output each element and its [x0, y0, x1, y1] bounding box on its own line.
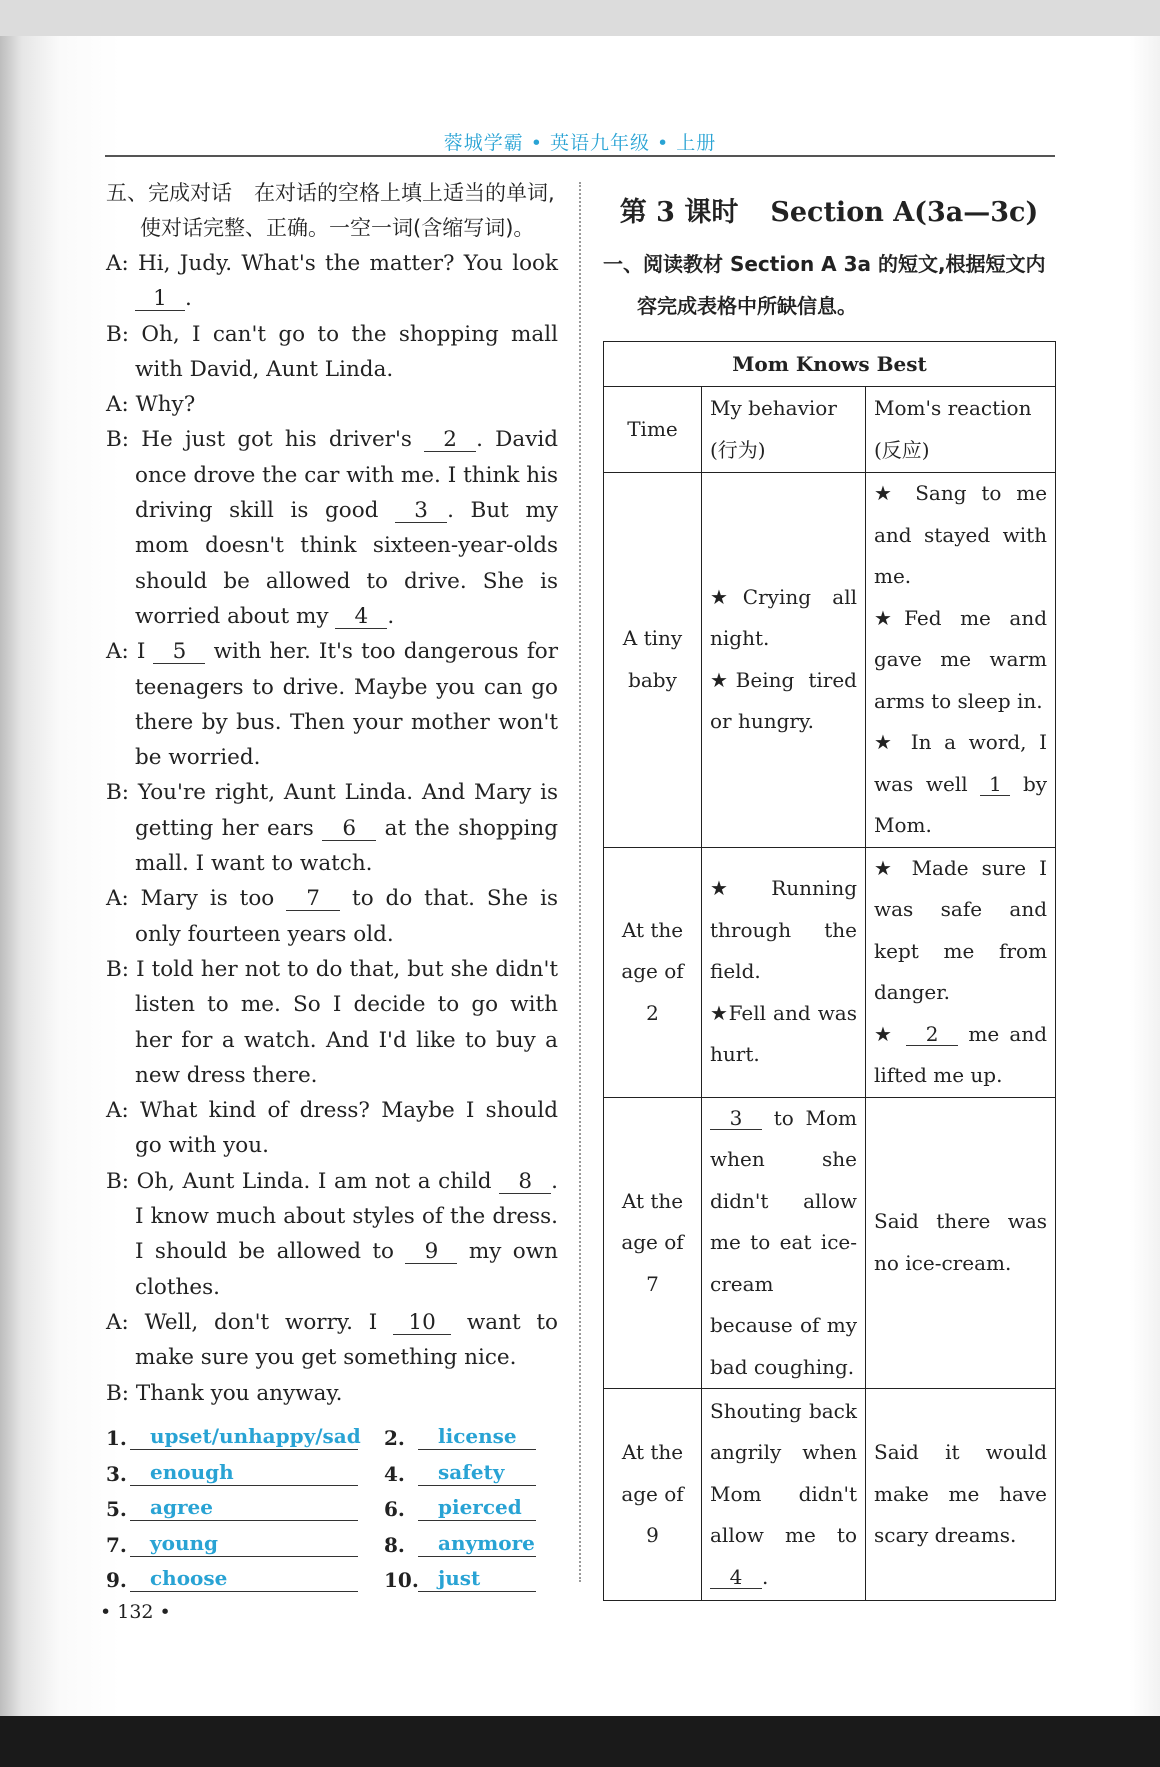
header-rule — [105, 155, 1055, 157]
dialogue-line-12: B: Thank you anyway. — [106, 1380, 343, 1406]
table-blank-1[interactable]: 1 — [980, 773, 1010, 796]
table-row — [604, 1389, 1056, 1601]
blank-1[interactable]: 1 — [135, 288, 185, 311]
reaction-cell: Said it would make me have scary dreams. — [866, 1389, 1056, 1601]
table-caption: Mom Knows Best — [604, 342, 1056, 387]
answer-value: anymore — [418, 1530, 536, 1557]
star-icon: ★ — [874, 855, 899, 880]
answer-value: just — [418, 1565, 536, 1592]
dialogue-line-3: A: Why? — [106, 392, 196, 418]
dialogue-line-10: B: Oh, Aunt Linda. I am not a child 8 . I know much about styles of the dress. I should be allowed to 9 my own clothes. — [106, 1168, 559, 1300]
answer-row: 9. choose 10. just — [106, 1557, 558, 1593]
time-cell: At the age of 2 — [604, 847, 702, 1097]
answer-value: upset/unhappy/sad — [130, 1423, 358, 1450]
time-cell: At the age of 9 — [604, 1389, 702, 1601]
col-header-behavior: My behavior (行为) — [702, 387, 866, 473]
behavior-cell: ★Crying all night. ★Being tired or hungry. — [702, 473, 866, 848]
answer-row: 5. agree 6. pierced — [106, 1486, 558, 1522]
reaction-cell: ★ Made sure I was safe and kept me from danger. ★ 2 me and lifted me up. — [866, 847, 1056, 1097]
star-icon: ★ — [874, 605, 905, 630]
dialogue-line-7: A: Mary is too 7 to do that. She is only fourteen years old. — [106, 886, 558, 947]
star-icon: ★ — [710, 584, 743, 609]
answer-row: 1. upset/unhappy/sad 2. license — [106, 1415, 558, 1451]
star-icon: ★ — [874, 730, 899, 754]
blank-2[interactable]: 2 — [424, 429, 476, 452]
star-icon: ★ — [874, 1021, 896, 1046]
answer-value: agree — [130, 1494, 358, 1521]
dialogue-line-1: A: Hi, Judy. What's the matter? You look 1 . — [106, 251, 558, 312]
blank-10[interactable]: 10 — [393, 1312, 451, 1335]
left-column — [106, 176, 558, 1592]
answer-value: enough — [130, 1459, 358, 1486]
dialogue-line-4: B: He just got his driver's 2 . David once drove the car with me. I think his driving skill is good 3 . But my mom doesn't think sixteen-year-olds should be allowed to drive. She is worried about my 4 . — [106, 427, 558, 629]
dialogue-line-5: A: I 5 with her. It's too dangerous for teenagers to drive. Maybe you can go there by bus. Then your mother won't be worried. — [106, 639, 558, 771]
mom-knows-best-table — [603, 341, 1056, 1601]
dialogue-line-8: B: I told her not to do that, but she didn't listen to me. So I decide to go with her for a watch. And I'd like to buy a new dress there. — [106, 956, 558, 1088]
answer-value: license — [418, 1423, 536, 1450]
star-icon: ★ — [710, 1000, 729, 1025]
section5-instruction: 五、完成对话 在对话的空格上填上适当的单词,使对话完整、正确。一空一词(含缩写词)。 — [106, 181, 555, 240]
behavior-cell: 3 to Mom when she didn't allow me to eat ice-cream because of my bad coughing. — [702, 1097, 866, 1389]
behavior-cell: Shouting back angrily when Mom didn't allow me to 4 . — [702, 1389, 866, 1601]
running-header: 蓉城学霸 • 英语九年级 • 上册 — [443, 132, 717, 154]
behavior-cell: ★Running through the field. ★Fell and was hurt. — [702, 847, 866, 1097]
dialogue-line-11: A: Well, don't worry. I 10 want to make sure you get something nice. — [106, 1309, 558, 1371]
answer-value: choose — [130, 1565, 358, 1592]
answer-value: young — [130, 1530, 358, 1557]
answer-row: 3. enough 4. safety — [106, 1450, 558, 1486]
table-blank-3[interactable]: 3 — [710, 1107, 762, 1130]
dialogue-line-6: B: You're right, Aunt Linda. And Mary is getting her ears 6 at the shopping mall. I want to watch. — [106, 780, 558, 877]
right-column — [603, 190, 1055, 1601]
table-row — [604, 847, 1056, 1097]
blank-4[interactable]: 4 — [335, 606, 387, 629]
task-instruction: 一、阅读教材 Section A 3a 的短文,根据短文内容完成表格中所缺信息。 — [603, 252, 1046, 318]
blank-3[interactable]: 3 — [395, 500, 447, 523]
blank-5[interactable]: 5 — [153, 641, 205, 664]
col-header-reaction: Mom's reaction (反应) — [866, 387, 1056, 473]
top-frame — [0, 0, 1160, 36]
blank-8[interactable]: 8 — [499, 1171, 551, 1194]
reaction-cell: Said there was no ice-cream. — [866, 1097, 1056, 1389]
answer-value: pierced — [418, 1494, 536, 1521]
table-blank-2[interactable]: 2 — [906, 1023, 958, 1046]
col-header-time: Time — [604, 387, 702, 473]
blank-6[interactable]: 6 — [322, 818, 376, 841]
column-divider — [579, 182, 581, 1582]
time-cell: At the age of 7 — [604, 1097, 702, 1389]
page-number: • 132 • — [100, 1601, 171, 1623]
star-icon: ★ — [874, 481, 901, 505]
star-icon: ★ — [710, 667, 736, 692]
table-row — [604, 1097, 1056, 1389]
table-row — [604, 473, 1056, 848]
answer-row: 7. young 8. anymore — [106, 1530, 535, 1557]
star-icon: ★ — [710, 876, 772, 901]
answer-key — [106, 1415, 558, 1593]
answer-value: safety — [418, 1459, 536, 1486]
dialogue-line-9: A: What kind of dress? Maybe I should go with you. — [106, 1098, 558, 1159]
lesson-title: 第 3 课时 Section A(3a—3c) — [619, 197, 1039, 228]
reaction-cell: ★ Sang to me and stayed with me. ★Fed me and gave me warm arms to sleep in. ★ In a word, I was well 1 by Mom. — [866, 473, 1056, 848]
blank-7[interactable]: 7 — [286, 888, 340, 911]
table-blank-4[interactable]: 4 — [710, 1566, 762, 1589]
blank-9[interactable]: 9 — [405, 1241, 457, 1264]
dialogue-line-2: B: Oh, I can't go to the shopping mall with David, Aunt Linda. — [106, 321, 558, 382]
time-cell: A tiny baby — [604, 473, 702, 848]
